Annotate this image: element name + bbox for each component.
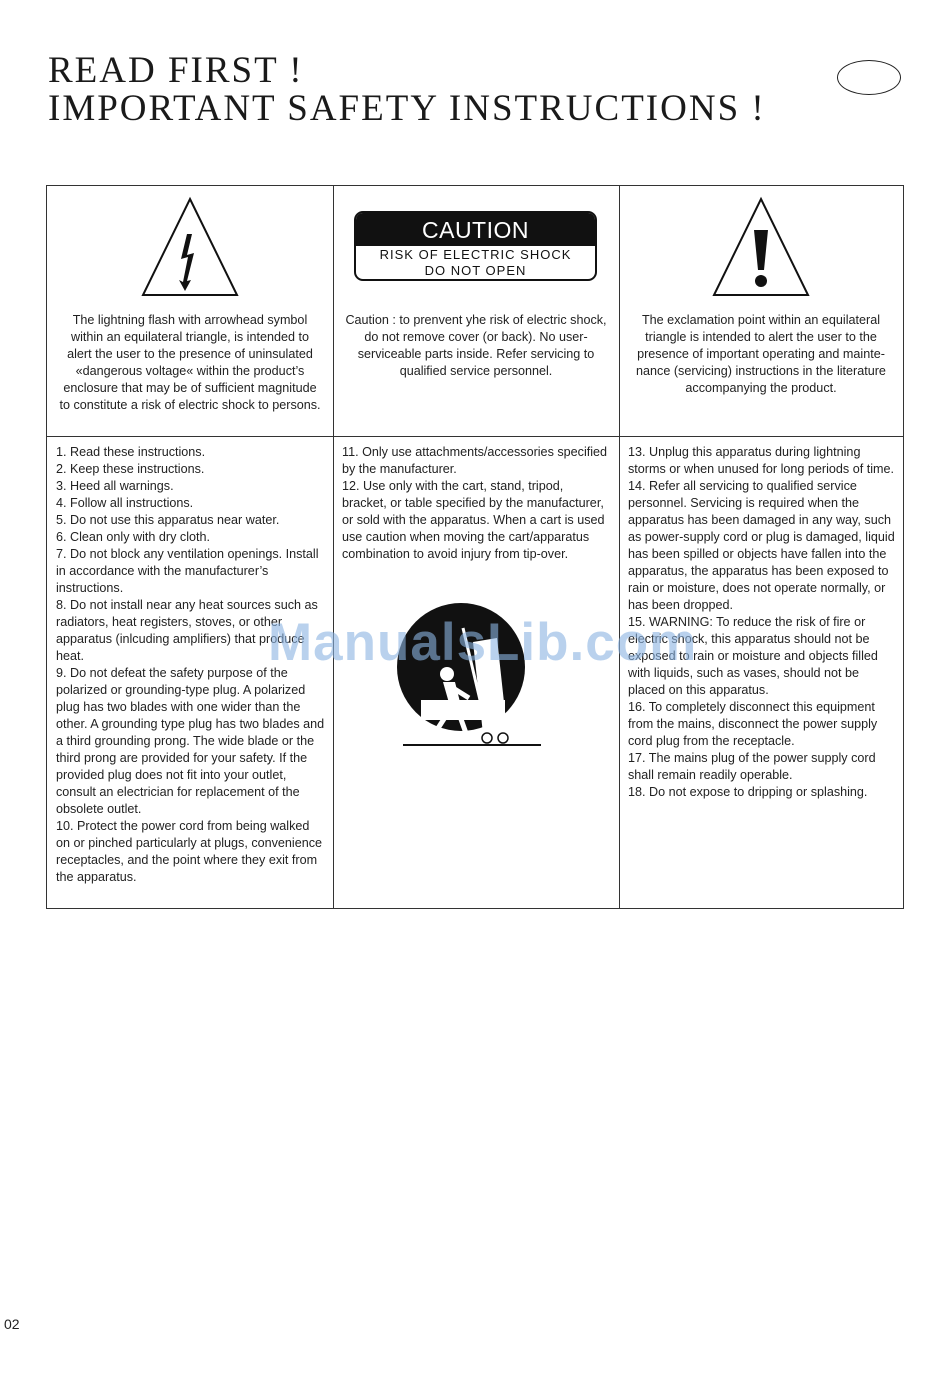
- safety-table: [46, 185, 904, 909]
- instructions-text: 11. Only use attachments/accessories specified by the manufacturer. 12. Use only with the cart, stand, tripod, bracket, or table specified by the manufacturer, or sold with the apparatus. When a cart is used use caution when moving the cart/apparatus combination to avoid injury from tip-over.: [342, 445, 608, 561]
- caution-label-title: CAUTION: [356, 213, 595, 246]
- caution-symbol-cell: [333, 186, 619, 436]
- instructions-text: 1. Read these instructions. 2. Keep these instructions. 3. Heed all warnings. 4. Follow all instructions. 5. Do not use this apparatus near water. 6. Clean only with dry cloth. 7. Do not block any ventilation openings. Install in accordance with the manufacturer’s instructions. 8. Do not install near any heat sources such as radiators, heat registers, stoves, or other apparatus (inlcuding amplifiers) that produce heat. 9. Do not defeat the safety purpose of the polarized or grounding-type plug. A polarized plug has two blades with one wider than the other. A grounding type plug has two blades and a third grounding prong. The wide blade or the third prong are provided for your safety. If the provided plug does not fit into your outlet, consult an electrician for replacement of the obsolete outlet. 10. Protect the power cord from being walked on or pinched particularly at plugs, convenience receptacles, and the point where they exit from the apparatus.: [56, 445, 325, 884]
- title-line-2: IMPORTANT SAFETY INSTRUCTIONS !: [48, 88, 766, 129]
- exclamation-symbol-cell: [619, 186, 903, 436]
- lightning-description: The lightning flash with arrowhead symbol within an equilateral triangle, is intended to alert the user to the presence of uninsulated «dangerous voltage« within the product’s enclosure that may be of sufficient magnitude to constitute a risk of electric shock to persons.: [59, 313, 321, 412]
- instructions-column-3: [619, 437, 903, 909]
- exclamation-description: The exclamation point within an equilateral triangle is intended to alert the user to the presence of important operating and mainte- nance (servicing) instructions in the literature accompanying the product.: [636, 313, 886, 395]
- lightning-triangle-icon: [139, 196, 241, 300]
- exclamation-triangle-icon: [710, 196, 812, 300]
- caution-label-line-1: RISK OF ELECTRIC SHOCK: [379, 247, 572, 262]
- caution-label-line-2: DO NOT OPEN: [424, 263, 527, 278]
- page-number: 02: [4, 1316, 20, 1332]
- caution-label: [354, 211, 597, 281]
- instructions-column-1: [47, 437, 333, 909]
- instructions-text: 13. Unplug this apparatus during lightning storms or when unused for long periods of time. 14. Refer all servicing to qualified service personnel. Servicing is required when the apparatus has been damaged in any way, such as power-supply cord or plug is damaged, liquid has been spilled or objects have fallen into the apparatus, the apparatus has been exposed to rain or moisture, does not operate normally, or has been dropped. 15. WARNING: To reduce the risk of fire or electric shock, this apparatus should not be exposed to rain or moisture and objects filled with liquids, such as vases, should not be placed on this apparatus. 16. To completely disconnect this equipment from the mains, disconnect the power supply cord plug from the receptacle. 17. The mains plug of the power supply cord shall remain readily operable. 18. Do not expose to dripping or splashing.: [628, 445, 895, 799]
- watermark: ManualsLib.com: [268, 613, 698, 672]
- page-title: [48, 52, 766, 128]
- title-line-1: READ FIRST !: [48, 50, 304, 91]
- instructions-column-2: [333, 437, 619, 909]
- caution-description: Caution : to prenvent yhe risk of electric shock, do not remove cover (or back). No user-serviceable parts inside. Refer servicing to qualified service personnel.: [345, 313, 607, 378]
- lightning-symbol-cell: [47, 186, 333, 436]
- language-oval: [837, 60, 901, 95]
